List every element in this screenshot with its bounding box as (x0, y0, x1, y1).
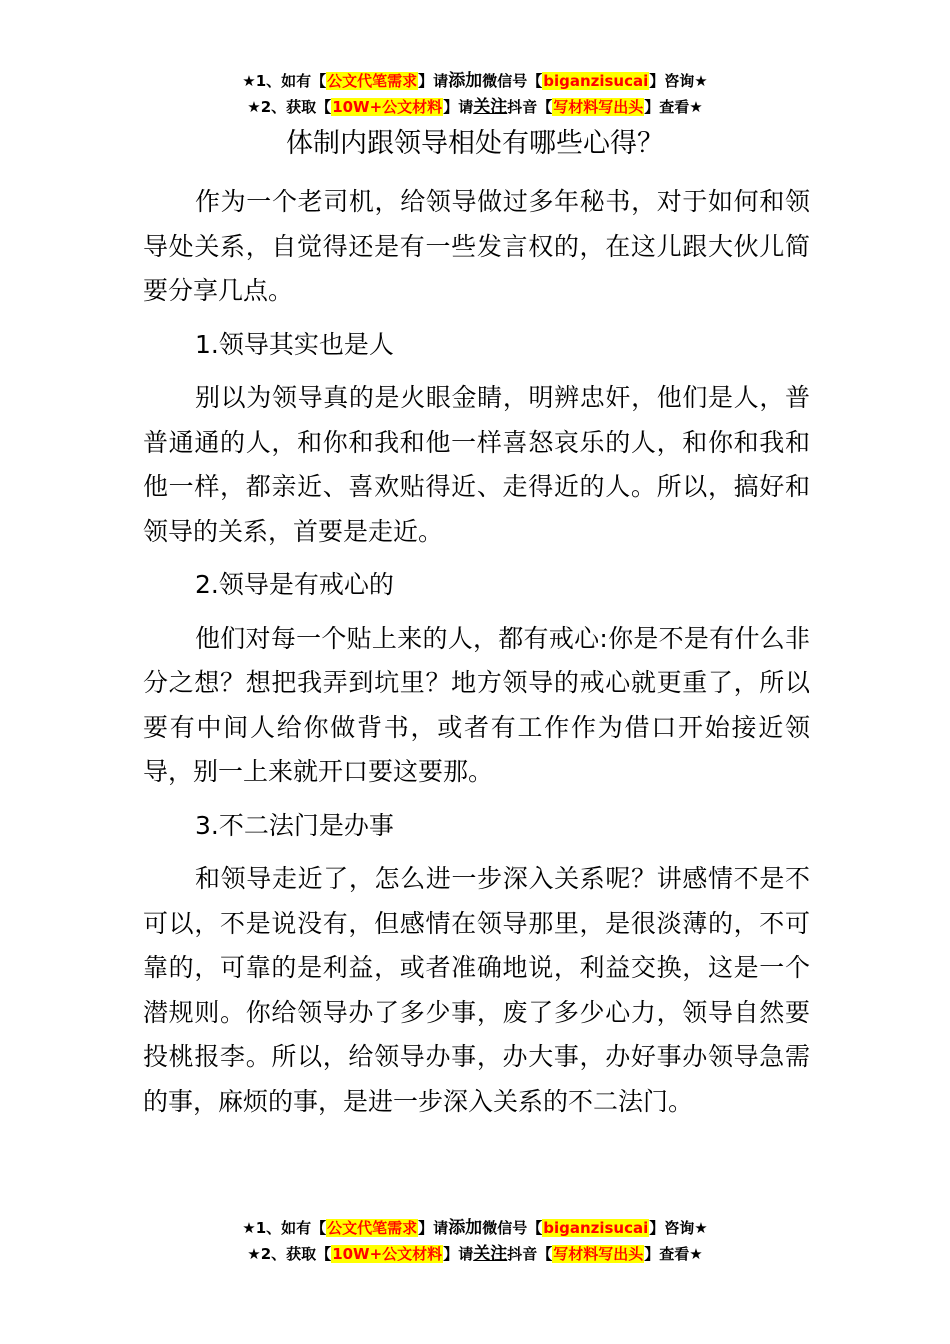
banner-text: ★2、获取【 (247, 98, 332, 116)
banner-emphasis: 添加 (448, 1218, 483, 1238)
header-banner (0, 68, 950, 120)
banner-douyin-id: 写材料写出头 (553, 1245, 644, 1263)
banner-text: ★1、如有【 (242, 72, 327, 90)
banner-text: 】查看★ (644, 98, 703, 116)
banner-text: 】请 (418, 72, 449, 90)
banner-text: ★1、如有【 (242, 1219, 327, 1237)
banner-text: 】请 (443, 1245, 474, 1263)
section-heading: 3.不二法门是办事 (195, 810, 394, 840)
banner-text: 】咨询★ (649, 72, 708, 90)
paragraph: 别以为领导真的是火眼金睛，明辨忠奸，他们是人，普普通通的人，和你和我和他一样喜怒哀乐的人，和你和我和他一样，都亲近、喜欢贴得近、走得近的人。所以，搞好和领导的关系，首要是走近。 (143, 383, 810, 546)
document-title: 体制内跟领导相处有哪些心得？ (286, 128, 664, 159)
banner-line-2 (0, 1241, 950, 1267)
banner-line-2 (0, 94, 950, 120)
banner-highlight: 10W+公文材料 (332, 1245, 443, 1263)
section-heading: 2.领导是有戒心的 (195, 570, 394, 599)
banner-emphasis: 关注 (473, 97, 508, 117)
banner-text: ★2、获取【 (247, 1245, 332, 1263)
banner-highlight: 公文代笔需求 (327, 72, 418, 90)
banner-highlight: 10W+公文材料 (332, 98, 443, 116)
banner-wechat-id: biganzisucai (543, 1219, 649, 1237)
banner-text: 微信号【 (482, 1219, 543, 1237)
paragraph: 和领导走近了，怎么进一步深入关系呢？讲感情不是不可以，不是说没有，但感情在领导那里，是很淡薄的，不可靠的，可靠的是利益，或者准确地说，利益交换，这是一个潜规则。你给领导办了多少事，废了多少心力，领导自然要投桃报李。所以，给领导办事，办大事，办好事办领导急需的事，麻烦的事，是进一步深入关系的不二法门。 (143, 864, 810, 1116)
footer-banner (0, 1215, 950, 1267)
document-body (143, 180, 810, 1133)
banner-highlight: 公文代笔需求 (327, 1219, 418, 1237)
banner-emphasis: 添加 (448, 71, 483, 91)
banner-text: 】请 (443, 98, 474, 116)
banner-text: 抖音【 (507, 1245, 553, 1263)
paragraph: 他们对每一个贴上来的人，都有戒心:你是不是有什么非分之想？想把我弄到坑里？地方领导的戒心就更重了，所以要有中间人给你做背书，或者有工作作为借口开始接近领导，别一上来就开口要这要那。 (143, 623, 810, 786)
banner-text: 】查看★ (644, 1245, 703, 1263)
banner-text: 】请 (418, 1219, 449, 1237)
banner-text: 】咨询★ (649, 1219, 708, 1237)
banner-wechat-id: biganzisucai (543, 72, 649, 90)
banner-emphasis: 关注 (473, 1244, 508, 1264)
section-heading: 1.领导其实也是人 (195, 329, 394, 359)
banner-text: 微信号【 (482, 72, 543, 90)
paragraph: 作为一个老司机，给领导做过多年秘书，对于如何和领导处关系，自觉得还是有一些发言权的，在这儿跟大伙儿简要分享几点。 (143, 187, 810, 305)
banner-line-1 (0, 1215, 950, 1241)
banner-line-1 (0, 68, 950, 94)
banner-text: 抖音【 (507, 98, 553, 116)
banner-douyin-id: 写材料写出头 (553, 98, 644, 116)
